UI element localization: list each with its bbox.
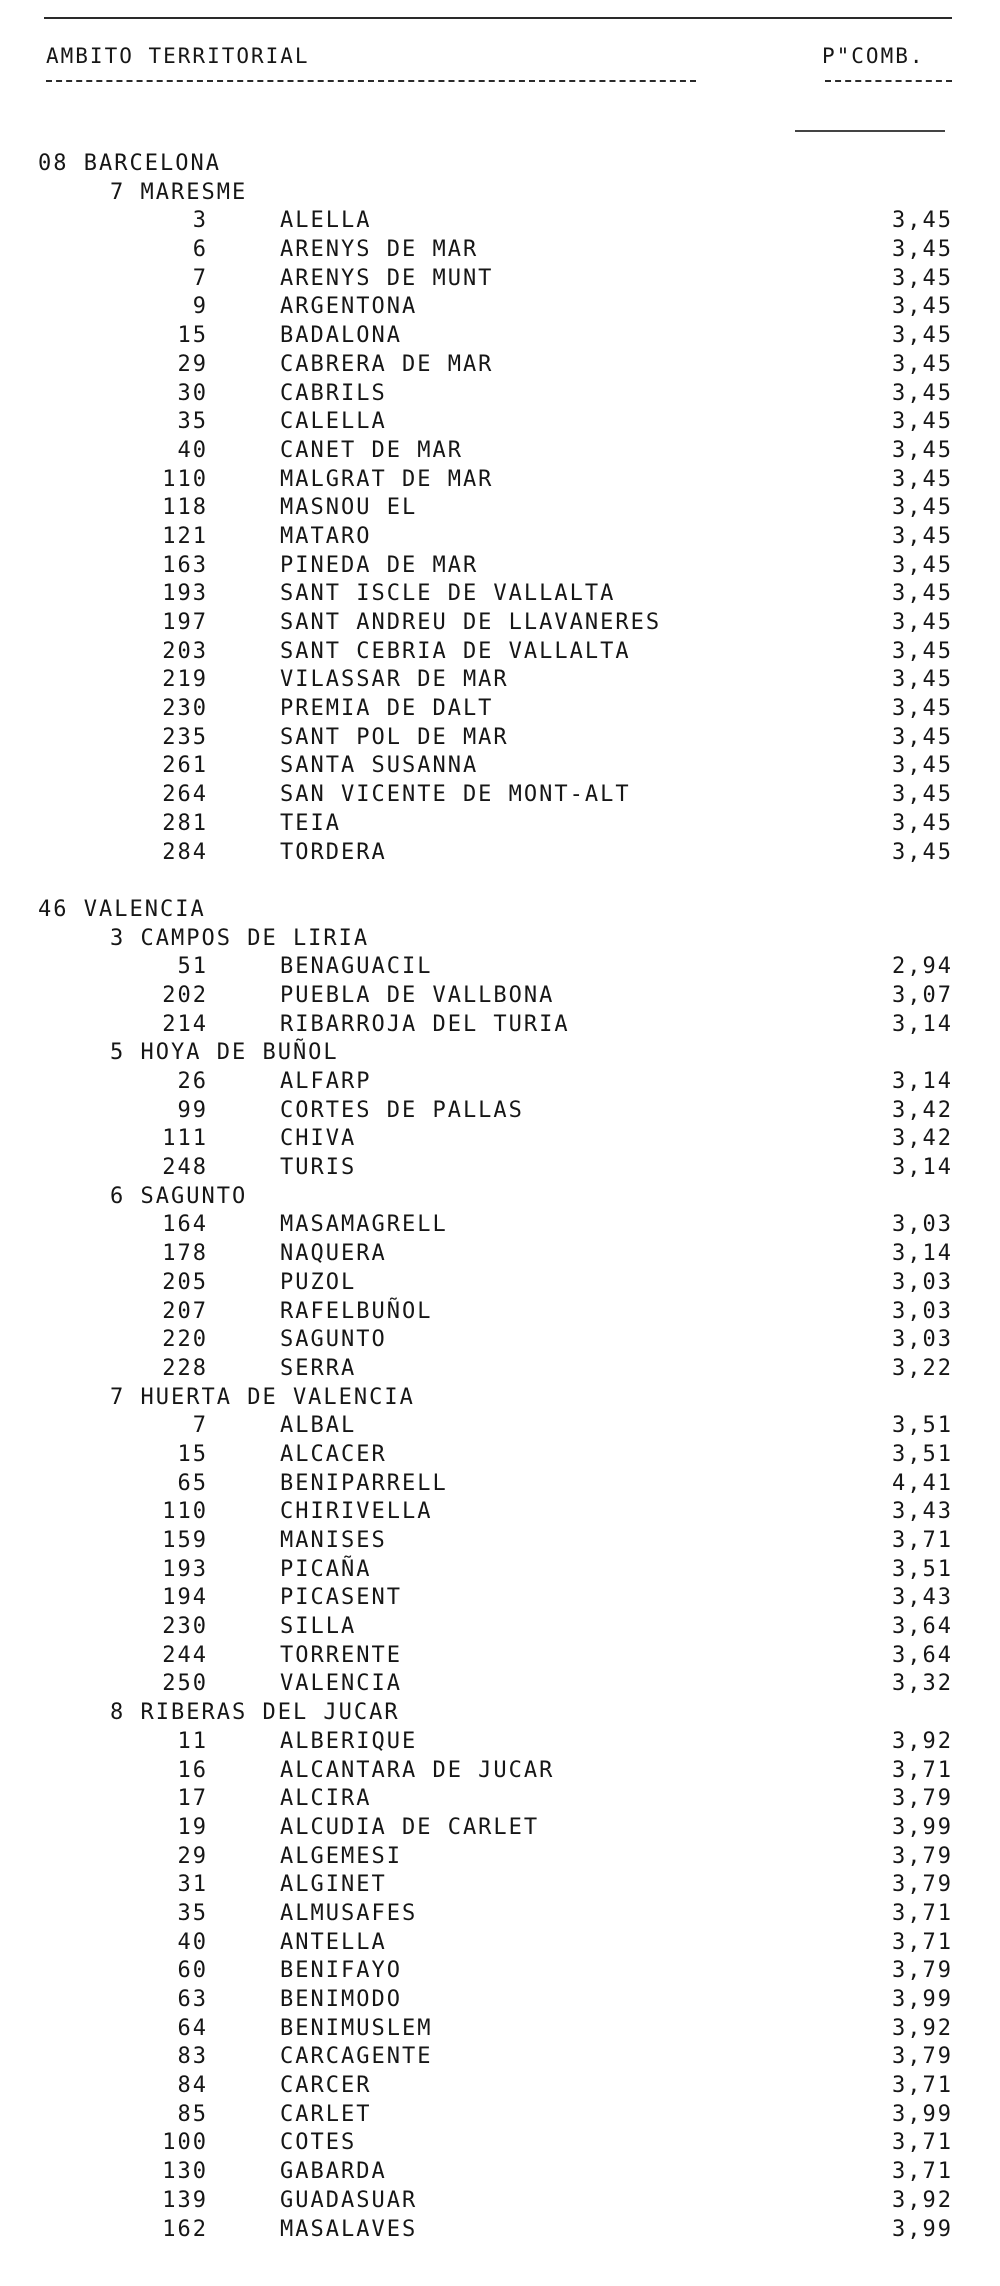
municipality-name: MANISES — [280, 1528, 387, 1553]
municipality-code: 250 — [162, 1671, 208, 1697]
province-label: 46 VALENCIA — [38, 896, 206, 922]
municipality-code: 63 — [177, 1987, 208, 2012]
municipality-row — [0, 1843, 1000, 1872]
municipality-row — [0, 1011, 1000, 1040]
municipality-row — [0, 1470, 1000, 1499]
municipality-name: MASAMAGRELL — [280, 1212, 448, 1238]
municipality-name: PREMIA DE DALT — [280, 696, 494, 722]
municipality-code: 11 — [177, 1728, 208, 1754]
comarca-label: 5 HOYA DE BUÑOL — [110, 1040, 339, 1066]
municipality-name: RAFELBUÑOL — [280, 1298, 433, 1324]
municipality-row — [0, 839, 1000, 868]
municipality-table — [0, 150, 1000, 2244]
municipality-row — [0, 1269, 1000, 1298]
municipality-code: 228 — [162, 1355, 208, 1381]
municipality-row — [0, 351, 1000, 380]
municipality-value: 3,71 — [892, 1900, 953, 1926]
municipality-name: SILLA — [280, 1614, 357, 1640]
municipality-value: 3,45 — [892, 237, 953, 263]
municipality-value: 3,45 — [892, 323, 953, 349]
municipality-value: 3,42 — [892, 1097, 953, 1123]
municipality-row — [0, 2072, 1000, 2101]
municipality-code: 194 — [162, 1585, 208, 1611]
municipality-value: 3,79 — [892, 1786, 953, 1812]
municipality-name: ARGENTONA — [280, 294, 418, 320]
municipality-row — [0, 1556, 1000, 1585]
municipality-name: MASNOU EL — [280, 495, 418, 521]
municipality-name: GUADASUAR — [280, 2187, 418, 2213]
municipality-name: NAQUERA — [280, 1241, 387, 1267]
municipality-row — [0, 580, 1000, 609]
municipality-value: 3,45 — [892, 265, 953, 291]
municipality-code: 64 — [177, 2015, 208, 2041]
municipality-name: PICASENT — [280, 1585, 402, 1611]
municipality-value: 3,45 — [892, 753, 953, 779]
municipality-row — [0, 666, 1000, 695]
municipality-value: 3,45 — [892, 409, 953, 435]
municipality-name: CORTES DE PALLAS — [280, 1097, 524, 1123]
municipality-value: 3,43 — [892, 1499, 953, 1525]
municipality-value: 3,45 — [892, 380, 953, 406]
municipality-name: VALENCIA — [280, 1671, 402, 1697]
province-row — [0, 150, 1000, 179]
municipality-name: MATARO — [280, 523, 372, 549]
municipality-row — [0, 293, 1000, 322]
municipality-row — [0, 695, 1000, 724]
municipality-name: PINEDA DE MAR — [280, 552, 479, 578]
municipality-name: PUZOL — [280, 1269, 357, 1295]
municipality-value: 3,42 — [892, 1126, 953, 1152]
comarca-row — [0, 1384, 1000, 1413]
municipality-code: 244 — [162, 1642, 208, 1668]
municipality-code: 40 — [177, 437, 208, 463]
municipality-value: 3,71 — [892, 1929, 953, 1955]
municipality-row — [0, 1986, 1000, 2015]
municipality-row — [0, 1154, 1000, 1183]
municipality-value: 3,71 — [892, 2130, 953, 2156]
municipality-code: 230 — [162, 696, 208, 722]
municipality-value: 3,64 — [892, 1614, 953, 1640]
municipality-code: 65 — [177, 1470, 208, 1496]
municipality-name: SANT ISCLE DE VALLALTA — [280, 581, 616, 607]
municipality-code: 110 — [162, 1499, 208, 1525]
municipality-name: ALELLA — [280, 208, 372, 234]
municipality-value: 3,71 — [892, 2159, 953, 2185]
municipality-row — [0, 207, 1000, 236]
municipality-name: CHIVA — [280, 1126, 357, 1152]
municipality-row — [0, 552, 1000, 581]
municipality-name: BENAGUACIL — [280, 954, 433, 980]
header-underline-right — [825, 80, 952, 82]
municipality-value: 3,45 — [892, 466, 953, 492]
municipality-code: 178 — [162, 1241, 208, 1267]
municipality-value: 3,45 — [892, 523, 953, 549]
municipality-name: ALCIRA — [280, 1786, 372, 1812]
header-underline-left — [46, 80, 696, 82]
municipality-name: TEIA — [280, 810, 341, 836]
municipality-code: 202 — [162, 982, 208, 1008]
municipality-name: VILASSAR DE MAR — [280, 667, 509, 693]
municipality-row — [0, 1412, 1000, 1441]
municipality-row — [0, 1957, 1000, 1986]
municipality-name: CALELLA — [280, 409, 387, 435]
municipality-value: 3,45 — [892, 696, 953, 722]
municipality-row — [0, 2129, 1000, 2158]
municipality-value: 3,45 — [892, 782, 953, 808]
municipality-value: 2,94 — [892, 954, 953, 980]
municipality-value: 3,51 — [892, 1441, 953, 1467]
municipality-value: 3,99 — [892, 1814, 953, 1840]
municipality-value: 3,45 — [892, 610, 953, 635]
municipality-code: 31 — [177, 1872, 208, 1898]
municipality-name: PICAÑA — [280, 1556, 372, 1582]
section-gap — [0, 867, 1000, 896]
municipality-value: 3,03 — [892, 1269, 953, 1295]
municipality-value: 3,45 — [892, 495, 953, 521]
municipality-value: 3,99 — [892, 1987, 953, 2012]
municipality-name: ALCUDIA DE CARLET — [280, 1814, 540, 1840]
municipality-name: SANTA SUSANNA — [280, 753, 479, 779]
municipality-name: MASALAVES — [280, 2216, 418, 2242]
comarca-row — [0, 179, 1000, 208]
municipality-row — [0, 1125, 1000, 1154]
municipality-code: 83 — [177, 2044, 208, 2070]
municipality-row — [0, 2158, 1000, 2187]
municipality-row — [0, 1211, 1000, 1240]
municipality-code: 214 — [162, 1011, 208, 1037]
comarca-row — [0, 925, 1000, 954]
municipality-value: 3,79 — [892, 1843, 953, 1869]
province-row — [0, 896, 1000, 925]
municipality-value: 3,22 — [892, 1355, 953, 1381]
municipality-code: 193 — [162, 1556, 208, 1582]
municipality-row — [0, 1584, 1000, 1613]
comarca-row — [0, 1183, 1000, 1212]
municipality-value: 3,45 — [892, 839, 953, 865]
municipality-value: 3,03 — [892, 1298, 953, 1324]
municipality-code: 100 — [162, 2130, 208, 2156]
municipality-code: 264 — [162, 782, 208, 808]
municipality-value: 3,43 — [892, 1585, 953, 1611]
municipality-value: 3,71 — [892, 1528, 953, 1553]
municipality-value: 3,92 — [892, 1728, 953, 1754]
municipality-row — [0, 781, 1000, 810]
municipality-value: 3,14 — [892, 1241, 953, 1267]
municipality-row — [0, 609, 1000, 638]
municipality-name: SAGUNTO — [280, 1327, 387, 1353]
municipality-name: COTES — [280, 2130, 357, 2156]
municipality-name: PUEBLA DE VALLBONA — [280, 982, 555, 1008]
municipality-name: BADALONA — [280, 323, 402, 349]
municipality-code: 111 — [162, 1126, 208, 1152]
municipality-code: 19 — [177, 1814, 208, 1840]
municipality-code: 17 — [177, 1786, 208, 1812]
municipality-value: 3,03 — [892, 1212, 953, 1238]
municipality-row — [0, 1900, 1000, 1929]
municipality-code: 248 — [162, 1155, 208, 1181]
municipality-value: 3,45 — [892, 638, 953, 664]
municipality-row — [0, 1068, 1000, 1097]
municipality-code: 29 — [177, 351, 208, 377]
municipality-name: CARCER — [280, 2073, 372, 2099]
municipality-code: 219 — [162, 667, 208, 693]
header-p-comb: P"COMB. — [822, 44, 925, 68]
municipality-code: 197 — [162, 610, 208, 635]
municipality-value: 4,41 — [892, 1470, 953, 1496]
municipality-value: 3,92 — [892, 2187, 953, 2213]
municipality-value: 3,79 — [892, 1958, 953, 1984]
municipality-value: 3,79 — [892, 2044, 953, 2070]
municipality-code: 284 — [162, 839, 208, 865]
municipality-value: 3,45 — [892, 724, 953, 750]
header-ambito-territorial: AMBITO TERRITORIAL — [46, 44, 310, 68]
municipality-code: 235 — [162, 724, 208, 750]
municipality-name: CABRERA DE MAR — [280, 351, 494, 377]
municipality-row — [0, 1929, 1000, 1958]
municipality-name: BENIMODO — [280, 1987, 402, 2012]
municipality-row — [0, 1527, 1000, 1556]
municipality-value: 3,45 — [892, 552, 953, 578]
municipality-row — [0, 982, 1000, 1011]
municipality-value: 3,92 — [892, 2015, 953, 2041]
municipality-row — [0, 236, 1000, 265]
municipality-name: CHIRIVELLA — [280, 1499, 433, 1525]
municipality-code: 110 — [162, 466, 208, 492]
municipality-row — [0, 724, 1000, 753]
municipality-row — [0, 408, 1000, 437]
municipality-code: 207 — [162, 1298, 208, 1324]
municipality-row — [0, 1871, 1000, 1900]
comarca-row — [0, 1699, 1000, 1728]
municipality-code: 139 — [162, 2187, 208, 2213]
municipality-value: 3,45 — [892, 667, 953, 693]
municipality-value: 3,71 — [892, 1757, 953, 1783]
comarca-label: 8 RIBERAS DEL JUCAR — [110, 1700, 400, 1726]
municipality-name: ARENYS DE MUNT — [280, 265, 494, 291]
municipality-value: 3,45 — [892, 351, 953, 377]
municipality-value: 3,45 — [892, 208, 953, 234]
municipality-row — [0, 1613, 1000, 1642]
municipality-row — [0, 322, 1000, 351]
municipality-code: 16 — [177, 1757, 208, 1783]
municipality-row — [0, 1097, 1000, 1126]
municipality-name: ANTELLA — [280, 1929, 387, 1955]
municipality-code: 159 — [162, 1528, 208, 1553]
municipality-code: 7 — [192, 265, 208, 291]
municipality-code: 9 — [192, 294, 208, 320]
municipality-name: SANT CEBRIA DE VALLALTA — [280, 638, 631, 664]
municipality-code: 84 — [177, 2073, 208, 2099]
municipality-name: SANT POL DE MAR — [280, 724, 509, 750]
municipality-row — [0, 2187, 1000, 2216]
municipality-name: MALGRAT DE MAR — [280, 466, 494, 492]
municipality-row — [0, 638, 1000, 667]
municipality-value: 3,14 — [892, 1069, 953, 1094]
municipality-code: 51 — [177, 954, 208, 980]
municipality-row — [0, 1298, 1000, 1327]
municipality-code: 121 — [162, 523, 208, 549]
municipality-value: 3,99 — [892, 2101, 953, 2127]
municipality-row — [0, 466, 1000, 495]
municipality-code: 35 — [177, 409, 208, 435]
municipality-name: BENIPARRELL — [280, 1470, 448, 1496]
municipality-row — [0, 1728, 1000, 1757]
municipality-name: CABRILS — [280, 380, 387, 406]
municipality-row — [0, 810, 1000, 839]
municipality-name: TURIS — [280, 1155, 357, 1181]
municipality-code: 15 — [177, 323, 208, 349]
municipality-value: 3,79 — [892, 1872, 953, 1898]
municipality-code: 230 — [162, 1614, 208, 1640]
municipality-name: BENIMUSLEM — [280, 2015, 433, 2041]
municipality-name: SANT ANDREU DE LLAVANERES — [280, 610, 662, 635]
municipality-name: SERRA — [280, 1355, 357, 1381]
municipality-value: 3,14 — [892, 1011, 953, 1037]
comarca-label: 7 HUERTA DE VALENCIA — [110, 1384, 415, 1410]
municipality-name: TORDERA — [280, 839, 387, 865]
municipality-row — [0, 1814, 1000, 1843]
municipality-code: 6 — [192, 237, 208, 263]
municipality-row — [0, 1240, 1000, 1269]
municipality-name: SAN VICENTE DE MONT-ALT — [280, 782, 631, 808]
municipality-name: ALCACER — [280, 1441, 387, 1467]
municipality-row — [0, 2043, 1000, 2072]
comarca-label: 3 CAMPOS DE LIRIA — [110, 925, 370, 951]
municipality-code: 29 — [177, 1843, 208, 1869]
municipality-code: 162 — [162, 2216, 208, 2242]
municipality-code: 85 — [177, 2101, 208, 2127]
municipality-row — [0, 752, 1000, 781]
municipality-code: 203 — [162, 638, 208, 664]
municipality-code: 220 — [162, 1327, 208, 1353]
municipality-value: 3,99 — [892, 2216, 953, 2242]
municipality-code: 60 — [177, 1958, 208, 1984]
municipality-code: 7 — [192, 1413, 208, 1439]
municipality-code: 3 — [192, 208, 208, 234]
municipality-row — [0, 2015, 1000, 2044]
municipality-row — [0, 2101, 1000, 2130]
municipality-code: 118 — [162, 495, 208, 521]
municipality-code: 40 — [177, 1929, 208, 1955]
comarca-label: 6 SAGUNTO — [110, 1183, 248, 1209]
municipality-row — [0, 265, 1000, 294]
municipality-code: 164 — [162, 1212, 208, 1238]
municipality-code: 35 — [177, 1900, 208, 1926]
municipality-code: 26 — [177, 1069, 208, 1094]
municipality-row — [0, 1670, 1000, 1699]
value-column-rule — [795, 130, 945, 132]
municipality-value: 3,45 — [892, 581, 953, 607]
municipality-row — [0, 953, 1000, 982]
municipality-row — [0, 1441, 1000, 1470]
municipality-row — [0, 1757, 1000, 1786]
municipality-code: 193 — [162, 581, 208, 607]
municipality-value: 3,51 — [892, 1413, 953, 1439]
municipality-code: 30 — [177, 380, 208, 406]
municipality-row — [0, 2216, 1000, 2245]
municipality-row — [0, 1785, 1000, 1814]
municipality-code: 205 — [162, 1269, 208, 1295]
municipality-value: 3,71 — [892, 2073, 953, 2099]
municipality-value: 3,14 — [892, 1155, 953, 1181]
municipality-name: CANET DE MAR — [280, 437, 463, 463]
municipality-name: ALBERIQUE — [280, 1728, 418, 1754]
municipality-row — [0, 1326, 1000, 1355]
municipality-name: TORRENTE — [280, 1642, 402, 1668]
municipality-row — [0, 1355, 1000, 1384]
municipality-name: ALCANTARA DE JUCAR — [280, 1757, 555, 1783]
municipality-value: 3,45 — [892, 810, 953, 836]
municipality-value: 3,32 — [892, 1671, 953, 1697]
municipality-value: 3,07 — [892, 982, 953, 1008]
municipality-name: CARCAGENTE — [280, 2044, 433, 2070]
municipality-name: BENIFAYO — [280, 1958, 402, 1984]
municipality-row — [0, 437, 1000, 466]
municipality-code: 15 — [177, 1441, 208, 1467]
municipality-value: 3,45 — [892, 294, 953, 320]
municipality-value: 3,03 — [892, 1327, 953, 1353]
municipality-name: ALGEMESI — [280, 1843, 402, 1869]
comarca-row — [0, 1039, 1000, 1068]
municipality-value: 3,51 — [892, 1556, 953, 1582]
municipality-row — [0, 380, 1000, 409]
top-rule — [44, 17, 952, 19]
municipality-code: 130 — [162, 2159, 208, 2185]
province-label: 08 BARCELONA — [38, 151, 221, 176]
comarca-label: 7 MARESME — [110, 179, 248, 205]
municipality-name: ALFARP — [280, 1069, 372, 1094]
municipality-row — [0, 1642, 1000, 1671]
municipality-code: 281 — [162, 810, 208, 836]
municipality-name: GABARDA — [280, 2159, 387, 2185]
municipality-value: 3,64 — [892, 1642, 953, 1668]
municipality-code: 163 — [162, 552, 208, 578]
municipality-code: 261 — [162, 753, 208, 779]
municipality-row — [0, 494, 1000, 523]
municipality-value: 3,45 — [892, 437, 953, 463]
municipality-name: ALMUSAFES — [280, 1900, 418, 1926]
municipality-name: RIBARROJA DEL TURIA — [280, 1011, 570, 1037]
municipality-name: ARENYS DE MAR — [280, 237, 479, 263]
municipality-name: ALBAL — [280, 1413, 357, 1439]
municipality-name: CARLET — [280, 2101, 372, 2127]
municipality-row — [0, 523, 1000, 552]
municipality-code: 99 — [177, 1097, 208, 1123]
municipality-name: ALGINET — [280, 1872, 387, 1898]
municipality-row — [0, 1498, 1000, 1527]
